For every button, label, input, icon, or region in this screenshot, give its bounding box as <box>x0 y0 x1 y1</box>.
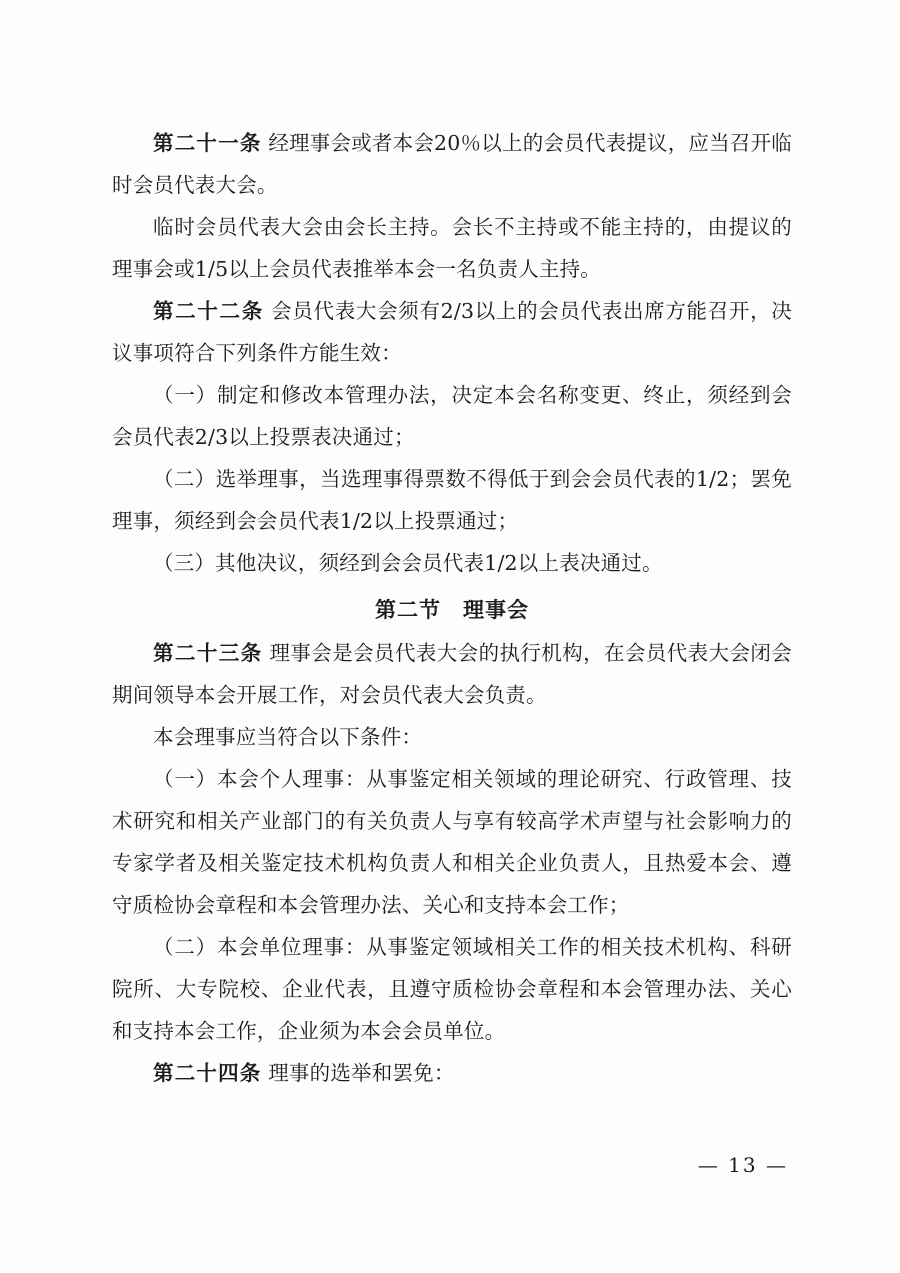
article-text: 理事会是会员代表大会的执行机构，在会员代表大会闭会期间领导本会开展工作，对会员代表大会负责。 <box>112 641 793 707</box>
section-title-text: 理事会 <box>463 597 529 622</box>
document-body <box>112 122 792 1094</box>
article-paragraph <box>112 1052 792 1094</box>
article-paragraph <box>112 632 792 716</box>
article-number: 第二十三条 <box>153 641 263 665</box>
section-heading <box>112 588 792 632</box>
body-paragraph: （二）选举理事，当选理事得票数不得低于到会会员代表的1/2；罢免理事，须经到会会员代表1/2以上投票通过； <box>112 467 792 533</box>
body-paragraph: （一）本会个人理事：从事鉴定相关领域的理论研究、行政管理、技术研究和相关产业部门的有关负责人与享有较高学术声望与社会影响力的专家学者及相关鉴定技术机构负责人和相关企业负责人，且热爱本会、遵守质检协会章程和本会管理办法、关心和支持本会工作； <box>112 767 792 917</box>
section-number: 第二节 <box>375 597 441 622</box>
body-paragraph: （三）其他决议，须经到会会员代表1/2以上表决通过。 <box>153 551 663 575</box>
article-text: 理事的选举和罢免： <box>268 1061 455 1085</box>
body-paragraph: 本会理事应当符合以下条件： <box>153 725 423 749</box>
article-number: 第二十二条 <box>153 299 264 323</box>
page-number: — 13 — <box>697 1153 788 1177</box>
article-paragraph <box>112 290 792 374</box>
body-paragraph: （二）本会单位理事：从事鉴定领域相关工作的相关技术机构、科研院所、大专院校、企业代表，且遵守质检协会章程和本会管理办法、关心和支持本会工作，企业须为本会会员单位。 <box>112 935 792 1043</box>
article-number: 第二十一条 <box>153 131 262 155</box>
body-paragraph: 临时会员代表大会由会长主持。会长不主持或不能主持的，由提议的理事会或1/5以上会员代表推举本会一名负责人主持。 <box>112 215 792 281</box>
article-paragraph <box>112 122 792 206</box>
article-number: 第二十四条 <box>153 1061 262 1085</box>
body-paragraph: （一）制定和修改本管理办法，决定本会名称变更、终止，须经到会会员代表2/3以上投票表决通过； <box>112 383 792 449</box>
article-text: 经理事会或者本会20％以上的会员代表提议，应当召开临时会员代表大会。 <box>112 131 792 197</box>
article-text: 会员代表大会须有2/3以上的会员代表出席方能召开，决议事项符合下列条件方能生效： <box>112 299 792 365</box>
